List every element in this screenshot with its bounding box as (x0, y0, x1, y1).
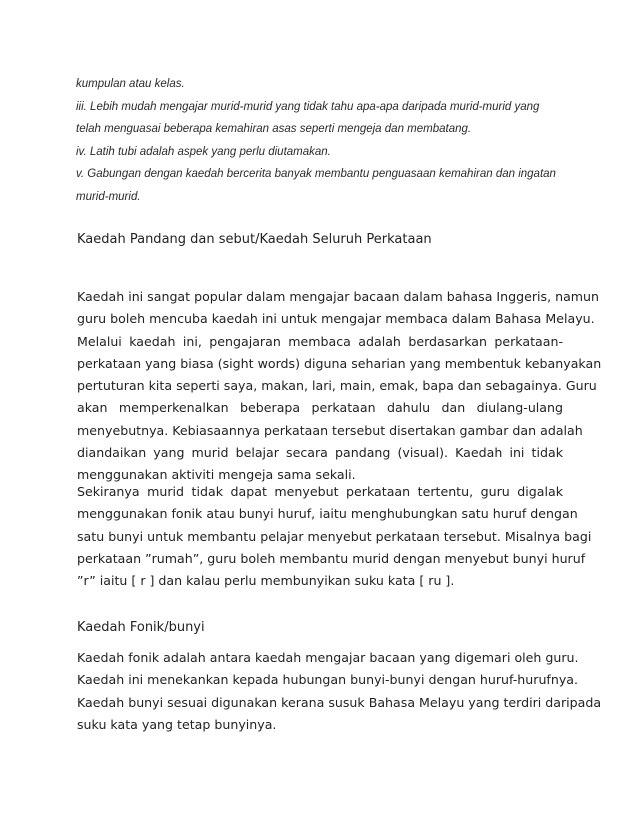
paragraph-line: akan memperkenalkan beberapa perkataan dahulu dan diulang-ulang (77, 400, 563, 416)
italic-line: murid-murid. (76, 190, 141, 203)
paragraph-line: pertuturan kita seperti saya, makan, lari, main, emak, bapa dan sebagainya. Guru (77, 378, 597, 394)
paragraph-line: guru boleh mencuba kaedah ini untuk mengajar membaca dalam Bahasa Melayu. (77, 311, 595, 327)
section-heading-pandang-sebut: Kaedah Pandang dan sebut/Kaedah Seluruh Perkataan (77, 232, 432, 247)
paragraph-line: menyebutnya. Kebiasaannya perkataan tersebut disertakan gambar dan adalah (77, 422, 583, 438)
paragraph-fonik (77, 647, 602, 736)
italic-line: telah menguasai beberapa kemahiran asas seperti mengeja dan membatang. (76, 123, 472, 135)
paragraph-line: menggunakan aktiviti mengeja sama sekali. (77, 467, 356, 483)
italic-list-block (76, 73, 576, 208)
paragraph-line: Kaedah bunyi sesuai digunakan kerana susuk Bahasa Melayu yang terdiri daripada (77, 694, 602, 710)
paragraph-line: suku kata yang tetap bunyinya. (77, 716, 277, 732)
paragraph-line: Sekiranya murid tidak dapat menyebut perkataan tertentu, guru digalak (77, 484, 563, 499)
italic-line: iii. Lebih mudah mengajar murid-murid yang tidak tahu apa-apa daripada murid-murid yang (76, 100, 540, 113)
paragraph-line: Kaedah ini sangat popular dalam mengajar bacaan dalam bahasa Inggeris, namun (77, 289, 600, 304)
paragraph-line: ”r” iaitu [ r ] dan kalau perlu membunyikan suku kata [ ru ]. (77, 573, 455, 589)
paragraph-line: perkataan yang biasa (sight words) diguna seharian yang membentuk kebanyakan (77, 355, 602, 371)
italic-line: v. Gabungan dengan kaedah bercerita banyak membantu penguasaan kemahiran dan ingatan (76, 168, 556, 180)
paragraph-line: menggunakan fonik atau bunyi huruf, iaitu menghubungkan satu huruf dengan (77, 506, 578, 522)
paragraph-pandang-sebut (77, 286, 602, 487)
italic-line: kumpulan atau kelas. (76, 78, 185, 90)
paragraph-line: perkataan ”rumah”, guru boleh membantu murid dengan menyebut bunyi huruf (77, 550, 586, 566)
paragraph-line: Kaedah ini menekankan kepada hubungan bunyi-bunyi dengan huruf-hurufnya. (77, 672, 579, 688)
paragraph-line: Melalui kaedah ini, pengajaran membaca adalah berdasarkan perkataan- (77, 333, 563, 349)
section-heading-fonik-bunyi: Kaedah Fonik/bunyi (77, 620, 205, 635)
paragraph-line: diandaikan yang murid belajar secara pandang (visual). Kaedah ini tidak (77, 445, 563, 461)
paragraph-fonik-bantuan (77, 481, 592, 592)
italic-line: iv. Latih tubi adalah aspek yang perlu diutamakan. (76, 145, 331, 158)
paragraph-line: satu bunyi untuk membantu pelajar menyebut perkataan tersebut. Misalnya bagi (77, 528, 592, 544)
paragraph-line: Kaedah fonik adalah antara kaedah mengajar bacaan yang digemari oleh guru. (77, 650, 579, 665)
